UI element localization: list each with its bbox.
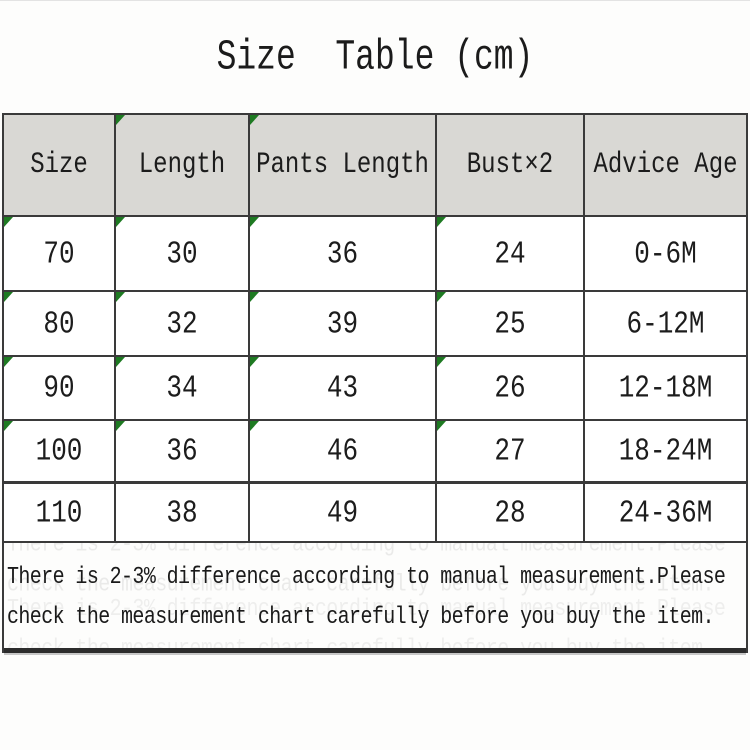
excel-error-indicator-icon <box>250 115 259 125</box>
table-cell-length <box>116 217 250 290</box>
column-header-label: Advice Age <box>593 148 738 182</box>
excel-error-indicator-icon <box>116 292 125 302</box>
table-cell-length <box>116 421 250 481</box>
table-cell-length <box>116 357 250 419</box>
table-cell-advice-age <box>585 421 746 481</box>
cell-value: 18-24M <box>618 432 713 470</box>
table-cell-bust <box>437 292 585 355</box>
cell-value: 110 <box>35 494 83 531</box>
table-cell-pants-length <box>250 217 437 290</box>
table-row <box>4 217 746 292</box>
cell-value: 27 <box>494 432 526 470</box>
table-row <box>4 292 746 357</box>
table-cell-size <box>4 217 116 290</box>
column-header-label: Bust×2 <box>466 148 554 182</box>
table-cell-length <box>116 292 250 355</box>
note-line-1: There is 2-3% difference according to manual measurement.Please <box>7 563 726 592</box>
excel-error-indicator-icon <box>4 217 13 227</box>
table-cell-pants-length <box>250 421 437 481</box>
cell-value: 70 <box>43 235 75 272</box>
table-cell-advice-age <box>585 292 746 355</box>
excel-error-indicator-icon <box>4 357 13 367</box>
excel-error-indicator-icon <box>116 115 125 125</box>
table-row <box>4 357 746 421</box>
table-cell-pants-length <box>250 292 437 355</box>
column-header-label: Size <box>30 148 88 182</box>
table-cell-bust <box>437 421 585 481</box>
cell-value: 100 <box>35 432 83 470</box>
column-header-label: Pants Length <box>256 148 429 182</box>
table-cell-size <box>4 292 116 355</box>
cell-value: 80 <box>43 305 75 342</box>
excel-error-indicator-icon <box>250 421 259 431</box>
cell-value: 38 <box>166 494 198 531</box>
excel-error-indicator-icon <box>250 217 259 227</box>
table-cell-advice-age <box>585 484 746 541</box>
cell-value: 28 <box>494 494 526 531</box>
table-cell-advice-age <box>585 217 746 290</box>
column-header-label: Length <box>138 148 226 182</box>
table-cell-size <box>4 357 116 419</box>
cell-value: 25 <box>494 305 526 342</box>
table-header-row <box>4 115 746 217</box>
column-header-bust <box>437 115 585 215</box>
column-header-size <box>4 115 116 215</box>
excel-error-indicator-icon <box>437 217 446 227</box>
cell-value: 0-6M <box>634 235 697 272</box>
table-row <box>4 484 746 543</box>
size-table <box>2 113 748 653</box>
measurement-note <box>4 543 746 653</box>
table-cell-bust <box>437 484 585 541</box>
excel-error-indicator-icon <box>116 217 125 227</box>
excel-error-indicator-icon <box>250 357 259 367</box>
cell-value: 43 <box>326 369 359 407</box>
table-cell-bust <box>437 217 585 290</box>
cell-value: 36 <box>166 432 198 470</box>
table-cell-pants-length <box>250 357 437 419</box>
cell-value: 12-18M <box>618 369 713 407</box>
excel-error-indicator-icon <box>4 292 13 302</box>
excel-error-indicator-icon <box>116 421 125 431</box>
excel-error-indicator-icon <box>116 357 125 367</box>
table-row <box>4 421 746 484</box>
cell-value: 26 <box>494 369 526 407</box>
excel-error-indicator-icon <box>437 292 446 302</box>
cell-value: 46 <box>326 432 359 470</box>
cell-value: 24 <box>494 235 526 272</box>
cell-value: 32 <box>166 305 198 342</box>
title-area <box>0 1 750 113</box>
column-header-pants-length <box>250 115 437 215</box>
table-cell-advice-age <box>585 357 746 419</box>
cell-value: 30 <box>166 235 198 272</box>
cell-value: 24-36M <box>618 494 713 531</box>
page-title: Size Table (cm) <box>216 33 534 81</box>
table-cell-size <box>4 421 116 481</box>
column-header-length <box>116 115 250 215</box>
excel-error-indicator-icon <box>437 357 446 367</box>
table-cell-bust <box>437 357 585 419</box>
table-cell-length <box>116 484 250 541</box>
cell-value: 49 <box>326 494 359 531</box>
column-header-advice-age <box>585 115 746 215</box>
cell-value: 34 <box>166 369 198 407</box>
excel-error-indicator-icon <box>437 421 446 431</box>
note-line-2: check the measurement chart carefully before you buy the item. <box>7 603 714 632</box>
cell-value: 6-12M <box>626 305 705 342</box>
excel-error-indicator-icon <box>4 421 13 431</box>
table-cell-size <box>4 484 116 541</box>
cell-value: 90 <box>43 369 75 407</box>
excel-error-indicator-icon <box>250 292 259 302</box>
cell-value: 39 <box>326 305 359 342</box>
table-cell-pants-length <box>250 484 437 541</box>
cell-value: 36 <box>326 235 359 272</box>
